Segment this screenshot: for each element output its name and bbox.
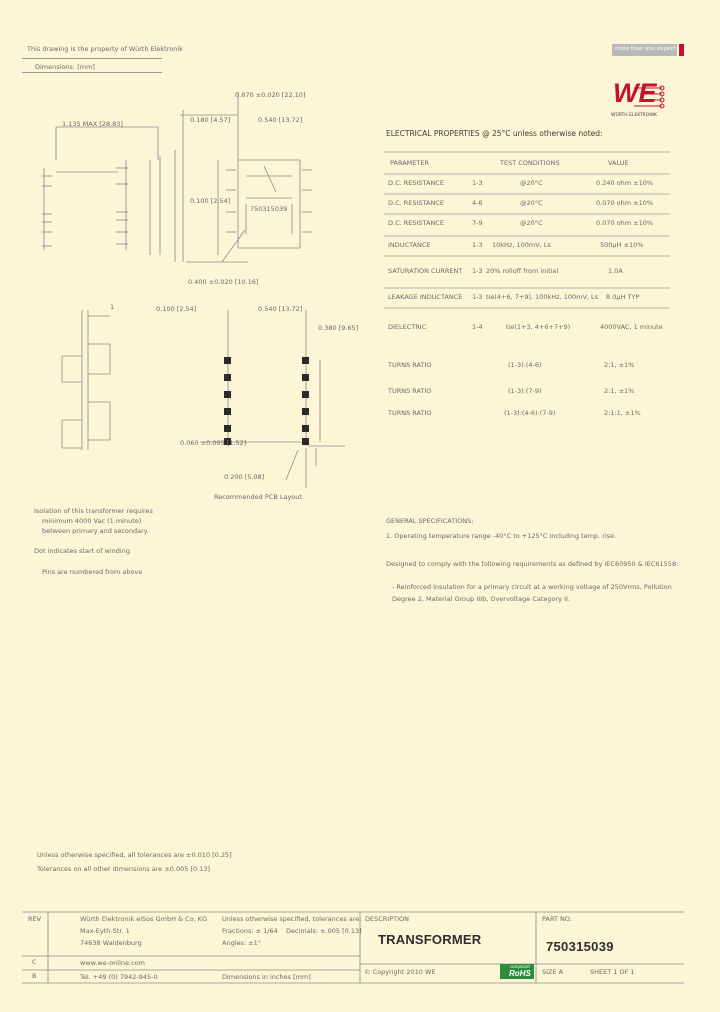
tolerance-angles: Angles: ±1° [222,939,261,947]
row-1-cond: @20°C [520,199,543,207]
logo-name: WÜRTH ELEKTRONIK [611,113,657,118]
part-number: 750315039 [546,939,614,954]
pcb-dim-c: 0.540 [13.72] [258,305,303,313]
row-4-param: SATURATION CURRENT [388,267,463,275]
row-8-param: TURNS RATIO [388,387,432,395]
general-line-1: 1. Operating temperature range -40°C to +125°C including temp. rise. [386,532,617,540]
row-3-cond: 10kHz, 100mV, Ls [492,241,551,249]
tolerance-note-1: Unless otherwise specified, all tolerances are ±0.010 [0.25] [37,851,232,859]
isolation-note-2: minimum 4000 Vac (1 minute) [42,517,142,525]
dot-note-1: Dot indicates start of winding [34,547,130,555]
row-6-cond: tie(1+3, 4+6+7+9) [506,323,571,331]
tolerance-note-2: Tolerances on all other dimensions are ±0.005 [0.13] [37,865,211,873]
row-0-pins: 1-3 [472,179,483,187]
tolerance-decimals: Decimals: ±.005 [0.13] [286,927,362,935]
col-parameter: PARAMETER [390,159,429,167]
col-value: VALUE [608,159,629,167]
tagline-text: more than you expect [615,46,676,52]
row-9-cond: (1-3):(4-6):(7-9) [504,409,556,417]
dot-note-2: Pins are numbered from above [42,568,143,576]
dim-width: 1.135 MAX [28.83] [62,120,123,128]
row-1-param: D.C. RESISTANCE [388,199,444,207]
row-2-value: 0.070 ohm ±10% [596,219,654,227]
tolerance-fractions: Fractions: ± 1/64 [222,927,278,935]
general-line-3: - Reinforced insulation for a primary circuit at a working voltage of 250Vrms, Pollution [392,583,672,591]
rev-label: REV [28,915,42,923]
row-5-pins: 1-3 [472,293,483,301]
row-2-cond: @20°C [520,219,543,227]
row-6-value: 4000VAC, 1 minute [600,323,663,331]
row-8-cond: (1-3):(7-9) [508,387,542,395]
row-4-pins: 1-3 [472,267,483,275]
row-1-value: 0.070 ohm ±10% [596,199,654,207]
size-label: SIZE A [542,968,564,976]
tolerance-title: Unless otherwise specified, tolerances are: [222,915,362,923]
company-line-1: Würth Elektronik eiSos GmbH & Co. KG [80,915,207,923]
col-conditions: TEST CONDITIONS [500,159,560,167]
row-1-pins: 4-6 [472,199,483,207]
row-8-value: 2:1, ±1% [604,387,635,395]
pcb-dim-e: 0.200 [5.08] [224,473,265,481]
row-3-value: 500µH ±10% [600,241,644,249]
header-line-1: This drawing is the property of Würth Elektronik [27,45,183,53]
electrical-title: ELECTRICAL PROPERTIES @ 25°C unless otherwise noted: [386,129,603,138]
sheet-label: SHEET 1 OF 1 [590,968,635,976]
row-7-value: 2:1, ±1% [604,361,635,369]
row-2-pins: 7-9 [472,219,483,227]
dim-overall: 0.870 ±0.020 [22.10] [235,91,306,99]
row-0-cond: @20°C [520,179,543,187]
schematic-pin-1: 1 [110,303,115,311]
company-line-2: Max-Eyth-Str. 1 [80,927,130,935]
pcb-layout-label: Recommended PCB Layout [214,493,302,501]
rev-b: B [32,972,37,980]
logo-mark: WE [613,78,657,108]
dim-side: 0.540 [13.72] [258,116,303,124]
tolerance-units: Dimensions in inches [mm] [222,973,311,981]
part-no-label: PART NO. [542,915,572,923]
header-line-2: Dimensions: [mm] [35,63,95,71]
isolation-note-1: Isolation of this transformer requires [34,507,153,515]
row-5-param: LEAKAGE INDUCTANCE [388,293,463,301]
isolation-note-3: between primary and secondary. [42,527,149,535]
pcb-dim-a: 0.100 [2.54] [156,305,197,313]
row-5-value: 8.0µH TYP [606,293,640,301]
dim-body: 0.180 [4.57] [190,116,231,124]
company-line-5: Tel. +49 (0) 7942-945-0 [80,973,158,981]
general-title: GENERAL SPECIFICATIONS: [386,517,474,525]
row-9-value: 2:1:1, ±1% [604,409,641,417]
product-title: TRANSFORMER [378,932,482,947]
part-marking: 750315039 [250,205,288,213]
general-line-2: Designed to comply with the following requirements as defined by IEC60950 & IEC61558: [386,560,679,568]
copyright: © Copyright 2010 WE [364,968,436,976]
row-0-param: D.C. RESISTANCE [388,179,444,187]
row-3-pins: 1-3 [472,241,483,249]
description-label: DESCRIPTION [365,915,409,923]
row-3-param: INDUCTANCE [388,241,431,249]
rohs-text: RoHS [509,969,531,978]
row-7-cond: (1-3):(4-6) [508,361,542,369]
rev-c: C [32,958,37,966]
row-4-cond: 20% rolloff from initial [486,267,559,275]
row-6-param: DIELECTRIC [388,323,427,331]
rohs-badge [500,964,534,979]
row-6-pins: 1-4 [472,323,483,331]
row-4-value: 1.0A [608,267,623,275]
row-7-param: TURNS RATIO [388,361,432,369]
company-line-4: www.we-online.com [80,959,145,967]
dim-height: 0.400 ±0.020 [10.16] [188,278,259,286]
row-0-value: 0.240 ohm ±10% [596,179,654,187]
pcb-dim-b: 0.060 ±0.005 [1.52] [180,439,247,447]
company-line-3: 74638 Waldenburg [80,939,142,947]
pcb-dim-d: 0.380 [9.65] [318,324,359,332]
rohs-top: compliant [510,964,530,969]
row-5-cond: tie(4+6, 7+9), 100kHz, 100mV, Ls [486,293,599,301]
general-line-4: Degree 2, Material Group IIIb, Overvoltage Category II. [392,595,570,603]
row-2-param: D.C. RESISTANCE [388,219,444,227]
dim-pin: 0.100 [2.54] [190,197,231,205]
row-9-param: TURNS RATIO [388,409,432,417]
